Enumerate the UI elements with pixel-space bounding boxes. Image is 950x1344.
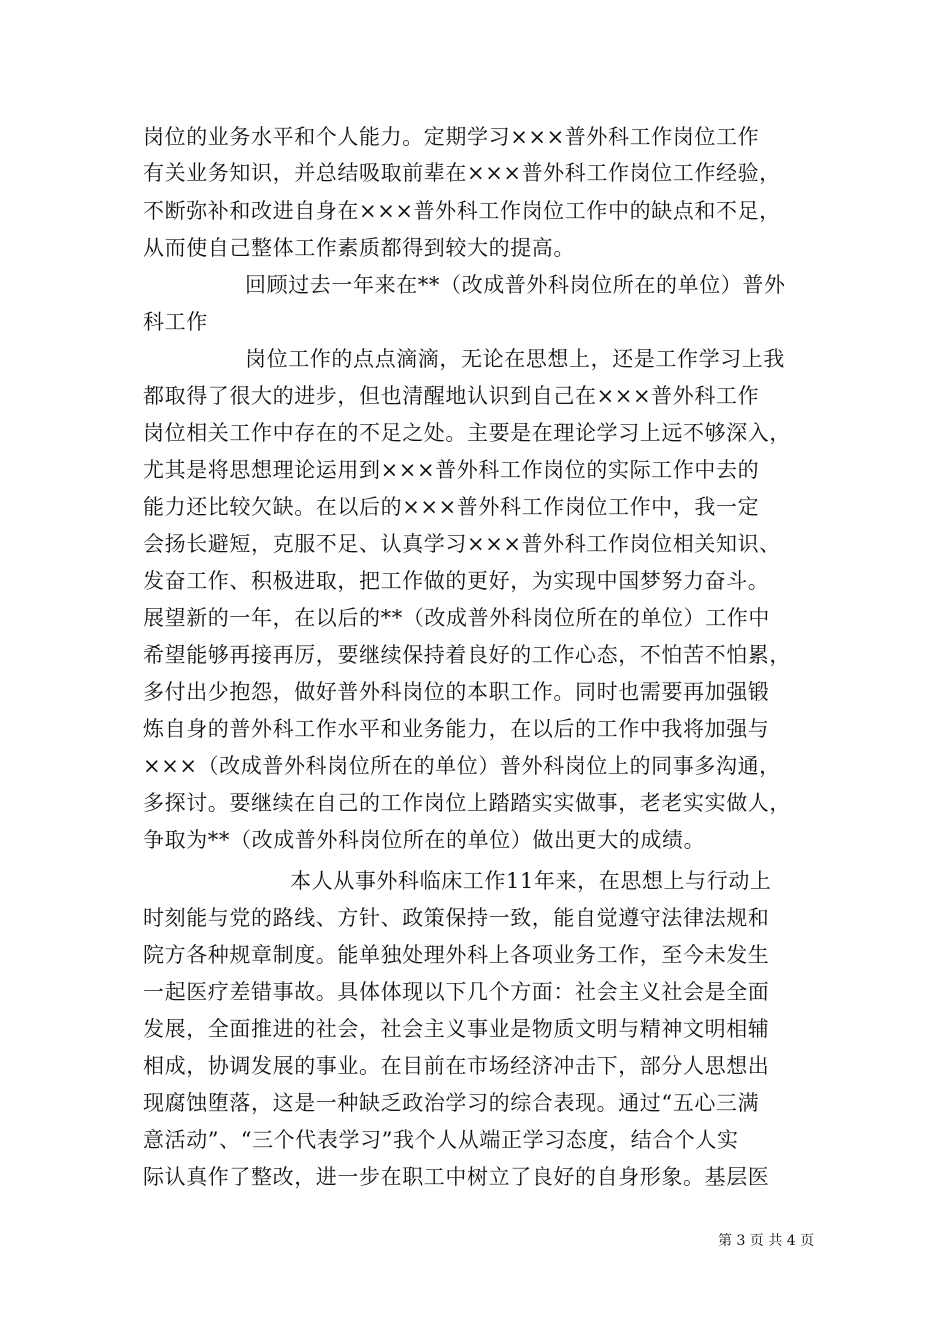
- text-line: 多付出少抱怨，做好普外科岗位的本职工作。同时也需要再加强锻: [143, 680, 770, 704]
- text-line: 炼自身的普外科工作水平和业务能力，在以后的工作中我将加强与: [143, 717, 770, 741]
- text-line: 科工作: [143, 310, 208, 334]
- text-line: 能力还比较欠缺。在以后的×××普外科工作岗位工作中，我一定: [143, 495, 760, 519]
- text-line: 岗位工作的点点滴滴，无论在思想上，还是工作学习上我: [245, 347, 785, 371]
- page-number-footer: 第 3 页 共 4 页: [718, 1233, 815, 1249]
- text-line: 发展，全面推进的社会，社会主义事业是物质文明与精神文明相辅: [143, 1017, 770, 1041]
- text-line: 会扬长避短，克服不足、认真学习×××普外科工作岗位相关知识、: [143, 532, 781, 556]
- text-line: 岗位相关工作中存在的不足之处。主要是在理论学习上远不够深入，: [143, 421, 791, 445]
- text-line: 本人从事外科临床工作11年来，在思想上与行动上: [290, 869, 772, 893]
- text-line: 意活动”、“三个代表学习”我个人从端正学习态度，结合个人实: [143, 1128, 739, 1152]
- text-line: 相成，协调发展的事业。在目前在市场经济冲击下，部分人思想出: [143, 1054, 770, 1078]
- text-line: 不断弥补和改进自身在×××普外科工作岗位工作中的缺点和不足，: [143, 199, 781, 223]
- text-line: 都取得了很大的进步，但也清醒地认识到自己在×××普外科工作: [143, 384, 760, 408]
- text-line: 际认真作了整改，进一步在职工中树立了良好的自身形象。基层医: [143, 1165, 770, 1189]
- text-line: ×××（改成普外科岗位所在的单位）普外科岗位上的同事多沟通，: [143, 754, 781, 778]
- text-line: 争取为**（改成普外科岗位所在的单位）做出更大的成绩。: [143, 828, 706, 852]
- text-line: 希望能够再接再厉，要继续保持着良好的工作心态，不怕苦不怕累，: [143, 643, 791, 667]
- text-line: 多探讨。要继续在自己的工作岗位上踏踏实实做事，老老实实做人，: [143, 791, 791, 815]
- text-line: 回顾过去一年来在**（改成普外科岗位所在的单位）普外: [245, 273, 786, 297]
- text-line: 从而使自己整体工作素质都得到较大的提高。: [143, 236, 575, 260]
- text-line: 岗位的业务水平和个人能力。定期学习×××普外科工作岗位工作: [143, 125, 760, 149]
- text-line: 时刻能与党的路线、方针、政策保持一致，能自觉遵守法律法规和: [143, 906, 770, 930]
- text-line: 有关业务知识，并总结吸取前辈在×××普外科工作岗位工作经验，: [143, 161, 781, 185]
- text-line: 一起医疗差错事故。具体体现以下几个方面：社会主义社会是全面: [143, 980, 770, 1004]
- text-line: 尤其是将思想理论运用到×××普外科工作岗位的实际工作中去的: [143, 458, 760, 482]
- text-line: 发奋工作、积极进取，把工作做的更好，为实现中国梦努力奋斗。: [143, 569, 770, 593]
- text-line: 现腐蚀堕落，这是一种缺乏政治学习的综合表现。通过“五心三满: [143, 1091, 760, 1115]
- text-line: 院方各种规章制度。能单独处理外科上各项业务工作，至今未发生: [143, 943, 770, 967]
- text-line: 展望新的一年，在以后的**（改成普外科岗位所在的单位）工作中: [143, 606, 770, 630]
